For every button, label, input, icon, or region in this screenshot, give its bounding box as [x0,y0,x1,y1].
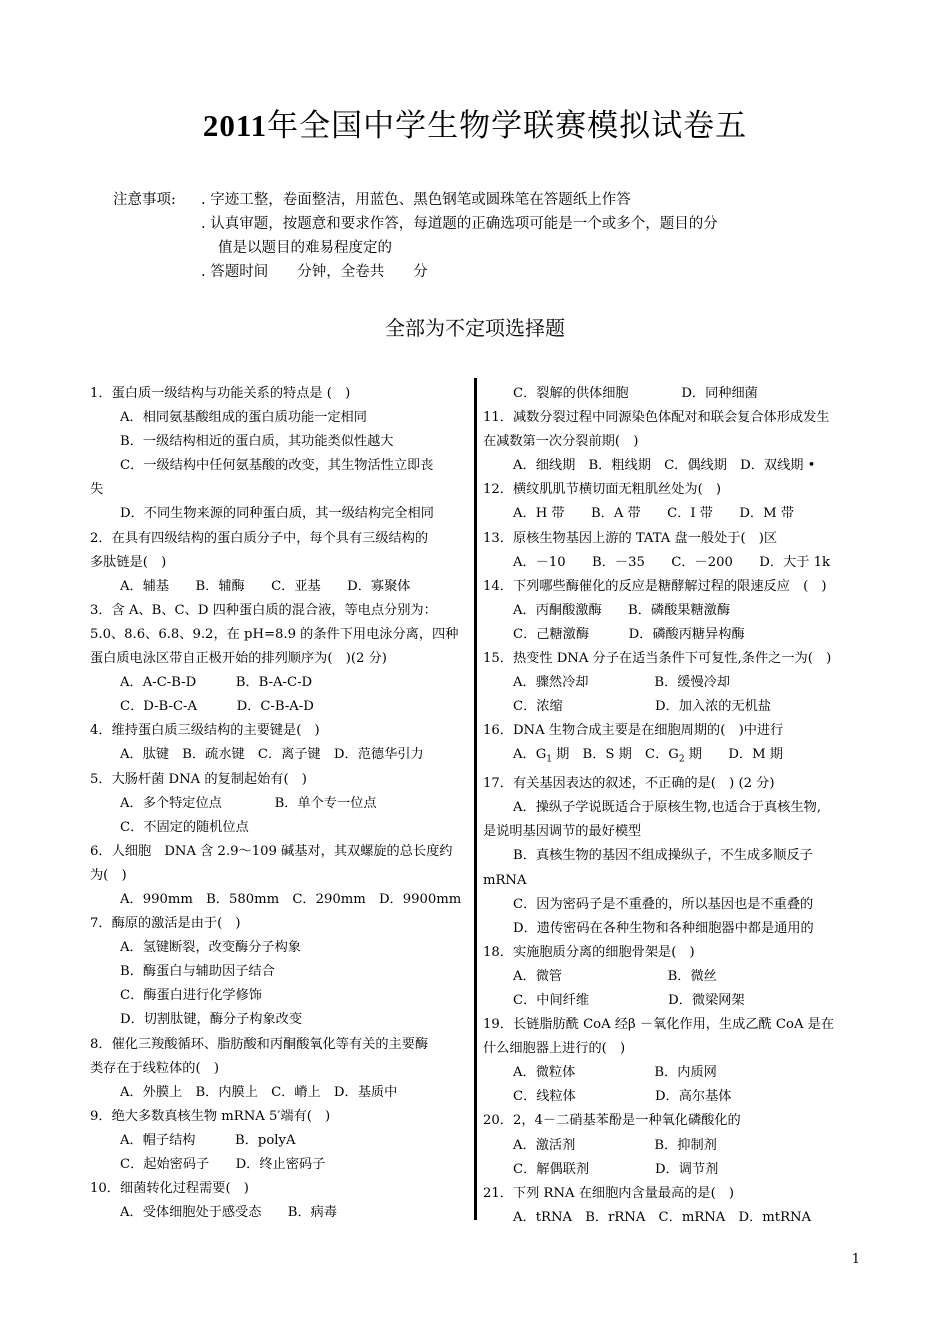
answer-options-line: C．浓缩 D．加入浓的无机盐 [513,699,772,715]
q16-sub-2: 2 [678,755,685,766]
answer-options-line: C．裂解的供体细胞 D．同种细菌 [513,386,758,401]
question-text-line: 失 [90,482,104,498]
question-text-line: 10．细菌转化过程需要( ) [90,1181,249,1197]
answer-options-line: C．中间纤维 D．微梁网架 [513,992,745,1008]
question-text-line: 2．在具有四级结构的蛋白质分子中，每个具有三级结构的 [90,530,429,546]
answer-options-line: A．氢键断裂，改变酶分子构象 [120,940,301,956]
question-text-line: 18．实施胞质分离的细胞骨架是( ) [483,944,695,960]
answer-options-line: C．因为密码子是不重叠的，所以基因也是不重叠的 [513,896,814,912]
column-divider [474,378,477,1220]
answer-options-line: A．细线期 B．粗线期 C．偶线期 D．双线期 • [513,458,816,474]
q16-option-a: A．G [513,747,547,763]
question-text-line: 6．人细胞 DNA 含 2.9～109 碱基对，其双螺旋的总长度约 [90,843,453,859]
question-text-line: 类存在于线粒体的( ) [90,1060,219,1076]
answer-options-line: A．辅基 B．辅酶 C．亚基 D．寡聚体 [120,578,411,594]
answer-options-line: A．A-C-B-D B．B-A-C-D [120,675,313,691]
left-question-column [90,382,463,1225]
question-text-line: 21．下列 RNA 在细胞内含量最高的是( ) [483,1185,735,1201]
question-text-line: 11．减数分裂过程中同源染色体配对和联会复合体形成发生 [483,410,830,426]
answer-options-line: A．帽子结构 B．polyA [120,1132,296,1148]
answer-options-line: A．外膜上 B．内膜上 C．嵴上 D．基质中 [120,1084,398,1100]
question-text-line: 12．横纹肌肌节横切面无粗肌丝处为( ) [483,482,722,498]
question-text-line: 3．含 A、B、C、D 四种蛋白质的混合液，等电点分别为： [90,602,437,618]
question-text-line: 蛋白质电泳区带自正极开始的排列顺序为( )(2 分) [90,651,387,667]
answer-options-line: D．遗传密码在各种生物和各种细胞器中都是通用的 [513,920,814,936]
answer-options-line: A．微粒体 B．内质网 [513,1065,717,1081]
answer-options-line: C．线粒体 D．高尔基体 [513,1089,732,1105]
question-text-line: 什么细胞器上进行的( ) [483,1041,626,1057]
answer-options-line: A．肽键 B．疏水键 C．离子键 D．范德华引力 [120,747,424,763]
answer-options-line: B．一级结构相近的蛋白质，其功能类似性越大 [120,434,394,450]
question-text-line: 5．大肠杆菌 DNA 的复制起始有( ) [90,771,307,787]
question-text-line: 19．长链脂肪酰 CoA 经β －氧化作用，生成乙酰 CoA 是在 [483,1017,835,1033]
question-text-line: 多肽链是( ) [90,554,167,570]
notice-line-3: 值是以题目的难易程度定的 [218,240,392,256]
answer-options-line: C．D-B-C-A D．C-B-A-D [120,699,314,715]
question-text-line: 13．原核生物基因上游的 TATA 盘一般处于( )区 [483,530,778,546]
question-text-line: 16．DNA 生物合成主要是在细胞周期的( )中进行 [483,723,784,739]
q16-sub-1: 1 [546,755,552,766]
answer-options-line: A．－10 B．－35 C．－200 D．大于 1k [513,554,830,570]
question-text-line: mRNA [483,872,527,888]
answer-options-line: A．微管 B．微丝 [513,968,717,984]
question-text-line: 5.0、8.6、6.8、9.2，在 pH=8.9 的条件下用电泳分离，四种 [90,626,459,642]
right-question-column [483,382,855,1230]
answer-options-line: C．起始密码子 D．终止密码子 [120,1157,326,1172]
answer-options-line: C．不固定的随机位点 [120,819,249,835]
question-text-line: 20．2，4－二硝基苯酚是一种氧化磷酸化的 [483,1113,741,1129]
question-text-line: 4．维持蛋白质三级结构的主要键是( ) [90,723,320,739]
notice-line-4: . 答题时间 分钟，全卷共 分 [201,264,428,280]
answer-options-line: C．己糖激酶 D．磷酸丙糖异构酶 [513,626,745,642]
question-text-line: 9．绝大多数真核生物 mRNA 5′端有( ) [90,1108,331,1124]
answer-options-line: A．相同氨基酸组成的蛋白质功能一定相同 [120,410,367,426]
answer-options-line: B．酶蛋白与辅助因子结合 [120,964,275,980]
answer-options-line: C．一级结构中任何氨基酸的改变，其生物活性立即丧 [120,458,434,474]
question-text-line: 15．热变性 DNA 分子在适当条件下可复性,条件之一为( ) [483,651,832,667]
notice-line-1: . 字迹工整，卷面整洁，用蓝色、黑色钢笔或圆珠笔在答题纸上作答 [201,192,631,208]
answer-options-line: D．切割肽键，酶分子构象改变 [120,1012,303,1028]
q16-option-bc: 期 B．S 期 C．G [551,747,679,763]
answer-options-line: C．酶蛋白进行化学修饰 [120,988,262,1004]
answer-options-line: A．操纵子学说既适合于原核生物,也适合于真核生物, [513,800,822,816]
question-text-line: 7．酶原的激活是由于( ) [90,916,241,932]
answer-options-line: A．激活剂 B．抑制剂 [513,1137,717,1153]
q16-options-line [483,743,855,772]
answer-options-line: A．H 带 B．A 带 C．I 带 D．M 带 [513,506,795,522]
page-title [0,100,950,145]
notice-line-2: . 认真审题，按题意和要求作答，每道题的正确选项可能是一个或多个，题目的分 [201,216,718,232]
answer-options-line: A．受体细胞处于感受态 B．病毒 [120,1205,338,1221]
answer-options-line: D．不同生物来源的同种蛋白质，其一级结构完全相同 [120,506,434,522]
question-text-line: 在减数第一次分裂前期( ) [483,434,639,450]
answer-options-line: A．丙酮酸激酶 B．磷酸果糖激酶 [513,602,731,618]
answer-options-line: C．解偶联剂 D．调节剂 [513,1161,719,1177]
answer-options-line: A．多个特定位点 B．单个专一位点 [120,795,377,811]
section-subtitle: 全部为不定项选择题 [385,316,565,340]
question-text-line: 是说明基因调节的最好模型 [483,824,642,840]
question-text-line: 17．有关基因表达的叙述，不正确的是( ) (2 分) [483,776,775,792]
answer-options-line: A．990mm B．580mm C．290mm D．9900mm [120,891,462,907]
question-text-line: 为( ) [90,867,127,883]
answer-options-line: A．骤然冷却 B．缓慢冷却 [513,675,731,691]
answer-options-line: A．tRNA B．rRNA C．mRNA D．mtRNA [513,1209,812,1225]
question-text-line: 8．催化三羧酸循环、脂肪酸和丙酮酸氧化等有关的主要酶 [90,1036,429,1052]
title-year: 2011 [202,108,268,143]
answer-options-line: B．真核生物的基因不组成操纵子，不生成多顺反子 [513,848,813,864]
notice-label: 注意事项: [113,192,176,208]
notice-block [113,188,718,284]
page-number: 1 [851,1252,860,1267]
question-text-line: 1．蛋白质一级结构与功能关系的特点是 ( ) [90,386,351,401]
title-text: 年全国中学生物学联赛模拟试卷五 [267,108,748,144]
q16-option-d: 期 D．M 期 [684,747,783,763]
question-text-line: 14．下列哪些酶催化的反应是糖酵解过程的限速反应 ( ) [483,578,827,594]
